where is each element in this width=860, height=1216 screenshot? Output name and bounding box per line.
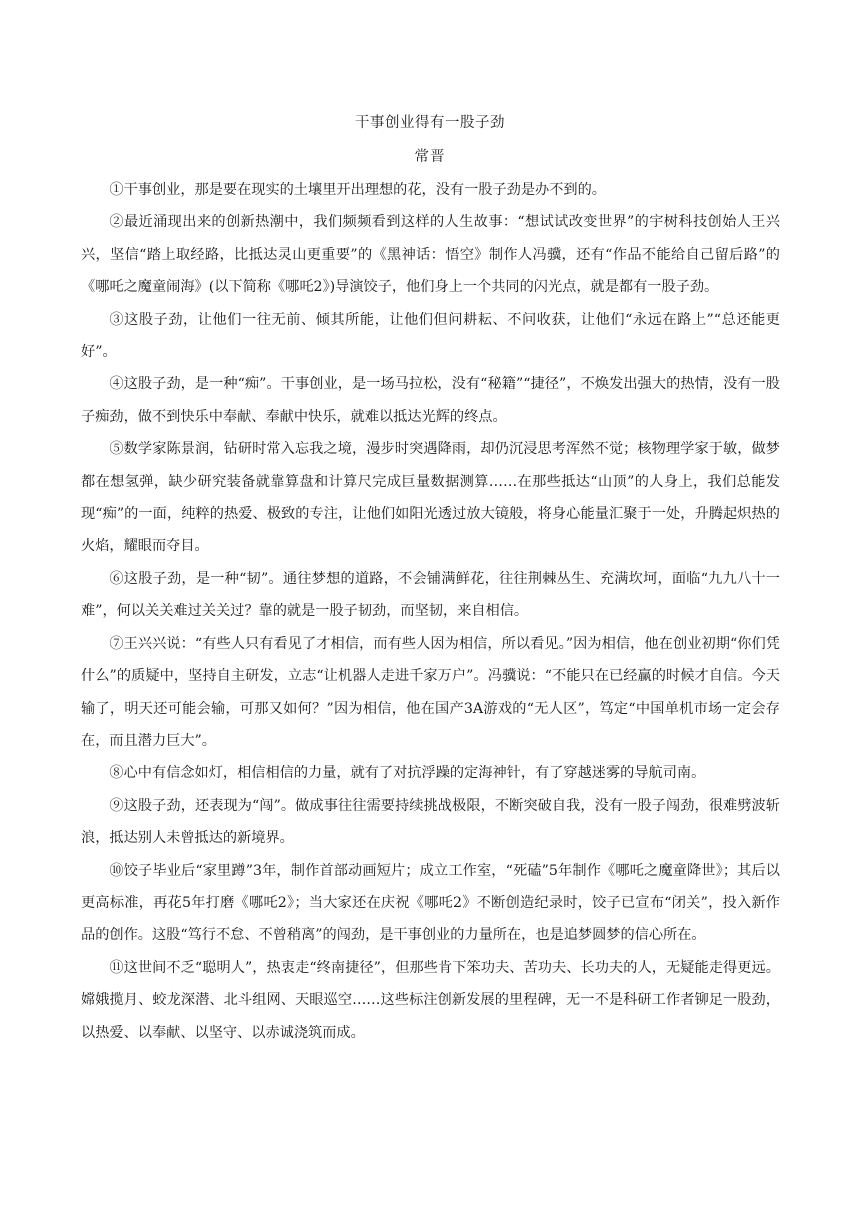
article-author: 常晋 (414, 149, 446, 165)
paragraph-8: ⑧心中有信念如灯，相信相信的力量，就有了对抗浮躁的定海神针，有了穿越迷雾的导航司南。 (109, 765, 706, 782)
paragraph-6: ⑥这股子劲，是一种“韧”。通往梦想的道路，不会铺满鲜花，往往荆棘丛生、充满坎坷，面临“九九八十一难”，何以关关难过关关过？靠的就是一股子韧劲，而坚韧，来自相信。 (81, 570, 780, 620)
article-title: 干事创业得有一股子劲 (355, 115, 505, 131)
paragraph-7: ⑦王兴兴说：“有些人只有看见了才相信，而有些人因为相信，所以看见。”因为相信，他在创业初期“你们凭什么”的质疑中，坚持自主研发，立志“让机器人走进千家万户”。冯骥说：“不能只在已经赢的时候才自信。今天输了，明天还可能会输，可那又如何？”因为相信，他在国产3A游戏的“无人区”，笃定“中国单机市场一定会存在，而且潜力巨大”。 (81, 635, 780, 749)
paragraph-11: ⑪这世间不乏“聪明人”，热衷走“终南捷径”，但那些肯下笨功夫、苦功夫、长功夫的人，无疑能走得更远。嫦娥揽月、蛟龙深潜、北斗组网、天眼巡空……这些标注创新发展的里程碑，无一不是科研工作者铆足一股劲，以热爱、以奉献、以坚守、以赤诚浇筑而成。 (81, 959, 780, 1041)
paragraph-10: ⑩饺子毕业后“家里蹲”3年，制作首部动画短片；成立工作室，“死磕”5年制作《哪吒之魔童降世》；其后以更高标准，再花5年打磨《哪吒2》；当大家还在庆祝《哪吒2》不断创造纪录时，饺子已宣布“闭关”，投入新作品的创作。这股“笃行不怠、不曾稍离”的闯劲，是干事创业的力量所在，也是追梦圆梦的信心所在。 (81, 862, 780, 944)
paragraph-1: ①干事创业，那是要在现实的土壤里开出理想的花，没有一股子劲是办不到的。 (109, 182, 606, 198)
paragraph-5: ⑤数学家陈景润，钻研时常入忘我之境，漫步时突遇降雨，却仍沉浸思考浑然不觉；核物理学家于敏，做梦都在想氢弹，缺少研究装备就靠算盘和计算尺完成巨量数据测算……在那些抵达“山顶”的人身上，我们总能发现“痴”的一面，纯粹的热爱、极致的专注，让他们如阳光透过放大镜般，将身心能量汇聚于一处，升腾起炽热的火焰，耀眼而夺目。 (81, 441, 780, 555)
article-body (81, 174, 780, 1049)
paragraph-4: ④这股子劲，是一种“痴”。干事创业，是一场马拉松，没有“秘籍”“捷径”，不焕发出强大的热情，没有一股子痴劲，做不到快乐中奉献、奉献中快乐，就难以抵达光辉的终点。 (81, 376, 780, 425)
paragraph-3: ③这股子劲，让他们一往无前、倾其所能，让他们但问耕耘、不问收获，让他们“永远在路上”“总还能更好”。 (81, 311, 780, 361)
paragraph-9: ⑨这股子劲，还表现为“闯”。做成事往往需要持续挑战极限，不断突破自我，没有一股子闯劲，很难劈波斩浪，抵达别人未曾抵达的新境界。 (81, 797, 780, 847)
paragraph-2: ②最近涌现出来的创新热潮中，我们频频看到这样的人生故事：“想试试改变世界”的宇树科技创始人王兴兴，坚信“踏上取经路，比抵达灵山更重要”的《黑神话：悟空》制作人冯骥，还有“作品不能给自己留后路”的《哪吒之魔童闹海》(以下简称《哪吒2》)导演饺子，他们身上一个共同的闪光点，就是都有一股子劲。 (81, 214, 780, 296)
